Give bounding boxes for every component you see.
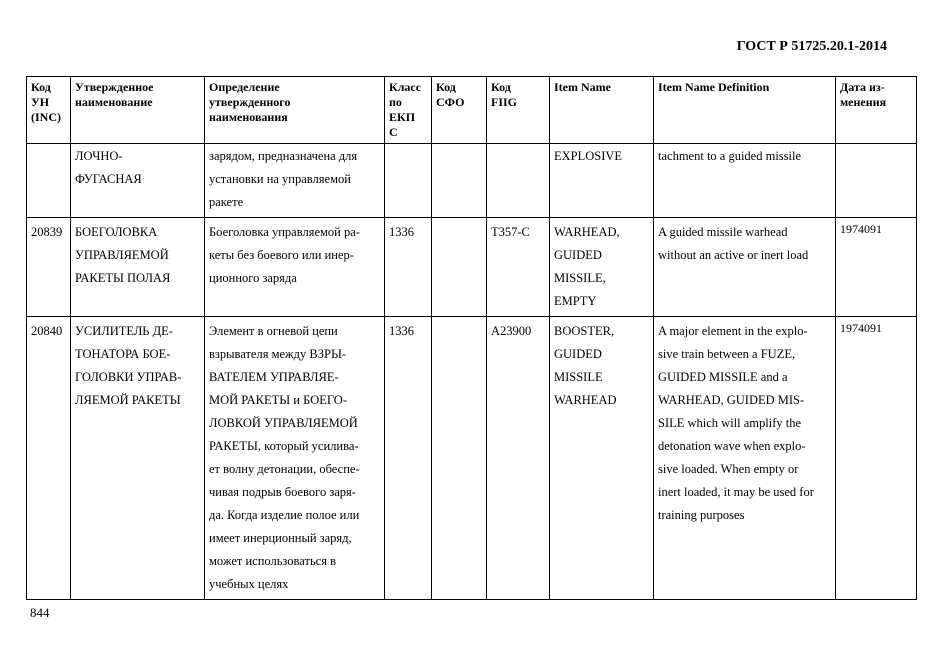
- column-header: [27, 77, 71, 144]
- cell-text-line: имеет инерционный заряд,: [209, 531, 352, 545]
- column-header: [205, 77, 385, 144]
- fiig-code-cell: [487, 144, 550, 218]
- fiig-code-cell: [487, 317, 550, 600]
- approved-name-cell: [71, 218, 205, 317]
- column-header-line: Утвержденное: [75, 80, 154, 94]
- column-header-line: ЕКП: [389, 110, 416, 124]
- column-header-line: Item Name Definition: [658, 80, 770, 94]
- cell-text-line: установки на управляемой: [209, 172, 351, 186]
- cell-text-line: A guided missile warhead: [658, 225, 788, 239]
- approved-name-cell: [71, 144, 205, 218]
- inc-code-cell: [27, 144, 71, 218]
- column-header-line: (INC): [31, 110, 61, 124]
- column-header-line: Код: [31, 80, 51, 94]
- cell-text-line: ционного заряда: [209, 271, 297, 285]
- cell-text-line: ракете: [209, 195, 244, 209]
- column-header: [654, 77, 836, 144]
- class-cell: [385, 144, 432, 218]
- cell-text-line: взрывателя между ВЗРЫ-: [209, 347, 347, 361]
- cell-text-line: sive loaded. When empty or: [658, 462, 799, 476]
- cell-text-line: РАКЕТЫ ПОЛАЯ: [75, 271, 171, 285]
- item-name-definition-cell: [654, 218, 836, 317]
- cell-text-line: SILE which will amplify the: [658, 416, 802, 430]
- page-number: 844: [30, 605, 50, 620]
- change-date-cell: [836, 317, 917, 600]
- cell-text-line: tachment to a guided missile: [658, 149, 802, 163]
- table-row: [27, 218, 917, 317]
- cell-text-line: GUIDED: [554, 347, 602, 361]
- cell-text-line: 1336: [389, 324, 414, 338]
- item-name-cell: [550, 317, 654, 600]
- cell-text-line: ФУГАСНАЯ: [75, 172, 142, 186]
- cell-text-line: учебных целях: [209, 577, 289, 591]
- column-header-line: УН: [31, 95, 50, 109]
- cell-text-line: ЛОВКОЙ УПРАВЛЯЕМОЙ: [209, 416, 358, 430]
- cell-text-line: EMPTY: [554, 294, 597, 308]
- definition-cell: [205, 144, 385, 218]
- sfo-code-cell: [432, 317, 487, 600]
- column-header: [836, 77, 917, 144]
- column-header-line: С: [389, 125, 398, 139]
- cell-text-line: Элемент в огневой цепи: [209, 324, 338, 338]
- cell-text-line: A23900: [491, 324, 532, 338]
- cell-text-line: WARHEAD, GUIDED MIS-: [658, 393, 805, 407]
- cell-text-line: ВАТЕЛЕМ УПРАВЛЯЕ-: [209, 370, 339, 384]
- column-header-line: наименование: [75, 95, 153, 109]
- cell-text-line: может использоваться в: [209, 554, 336, 568]
- cell-text-line: WARHEAD: [554, 393, 617, 407]
- item-name-cell: [550, 144, 654, 218]
- table-header-row: [27, 77, 917, 144]
- change-date-cell: [836, 144, 917, 218]
- cell-text-line: 20840: [31, 324, 63, 338]
- cell-text-line: 1974091: [840, 321, 882, 335]
- cell-text-line: БОЕГОЛОВКА: [75, 225, 158, 239]
- column-header-line: Определение: [209, 80, 280, 94]
- column-header-line: утвержденного: [209, 95, 291, 109]
- cell-text-line: ЛЯЕМОЙ РАКЕТЫ: [75, 393, 181, 407]
- cell-text-line: detonation wave when explo-: [658, 439, 806, 453]
- cell-text-line: зарядом, предназначена для: [209, 149, 358, 163]
- inc-code-cell: [27, 218, 71, 317]
- cell-text-line: MISSILE: [554, 370, 603, 384]
- cell-text-line: чивая подрыв боевого заря-: [209, 485, 356, 499]
- cell-text-line: inert loaded, it may be used for: [658, 485, 814, 499]
- definition-cell: [205, 218, 385, 317]
- cell-text-line: T357-C: [491, 225, 530, 239]
- cell-text-line: BOOSTER,: [554, 324, 615, 338]
- cell-text-line: WARHEAD,: [554, 225, 620, 239]
- column-header: [432, 77, 487, 144]
- column-header-line: Код: [436, 80, 456, 94]
- change-date-cell: [836, 218, 917, 317]
- cell-text-line: A major element in the explo-: [658, 324, 808, 338]
- cell-text-line: МОЙ РАКЕТЫ и БОЕГО-: [209, 393, 347, 407]
- inc-code-cell: [27, 317, 71, 600]
- fiig-code-cell: [487, 218, 550, 317]
- cell-text-line: GUIDED: [554, 248, 602, 262]
- document-code: ГОСТ Р 51725.20.1-2014: [736, 39, 887, 54]
- column-header-line: Класс: [389, 80, 422, 94]
- cell-text-line: ТОНАТОРА БОЕ-: [75, 347, 171, 361]
- cell-text-line: кеты без боевого или инер-: [209, 248, 354, 262]
- cell-text-line: РАКЕТЫ, который усилива-: [209, 439, 359, 453]
- definition-cell: [205, 317, 385, 600]
- sfo-code-cell: [432, 144, 487, 218]
- cell-text-line: training purposes: [658, 508, 745, 522]
- cell-text-line: GUIDED MISSILE and a: [658, 370, 788, 384]
- class-cell: [385, 317, 432, 600]
- cell-text-line: ЛОЧНО-: [75, 149, 123, 163]
- item-name-definition-cell: [654, 317, 836, 600]
- table-row: [27, 144, 917, 218]
- cell-text-line: ет волну детонации, обеспе-: [209, 462, 360, 476]
- cell-text-line: without an active or inert load: [658, 248, 809, 262]
- cell-text-line: 20839: [31, 225, 63, 239]
- column-header-line: СФО: [436, 95, 465, 109]
- cell-text-line: Боеголовка управляемой ра-: [209, 225, 360, 239]
- cell-text-line: MISSILE,: [554, 271, 606, 285]
- nomenclature-table: [26, 76, 917, 600]
- cell-text-line: да. Когда изделие полое или: [209, 508, 360, 522]
- cell-text-line: EXPLOSIVE: [554, 149, 623, 163]
- cell-text-line: ГОЛОВКИ УПРАВ-: [75, 370, 182, 384]
- column-header-line: Код: [491, 80, 511, 94]
- column-header-line: менения: [840, 95, 887, 109]
- table-row: [27, 317, 917, 600]
- cell-text-line: sive train between a FUZE,: [658, 347, 796, 361]
- column-header: [385, 77, 432, 144]
- cell-text-line: 1336: [389, 225, 414, 239]
- approved-name-cell: [71, 317, 205, 600]
- cell-text-line: 1974091: [840, 222, 882, 236]
- column-header: [487, 77, 550, 144]
- column-header-line: Item Name: [554, 80, 611, 94]
- column-header-line: FIIG: [491, 95, 518, 109]
- column-header-line: наименования: [209, 110, 288, 124]
- column-header: [71, 77, 205, 144]
- item-name-cell: [550, 218, 654, 317]
- sfo-code-cell: [432, 218, 487, 317]
- column-header: [550, 77, 654, 144]
- class-cell: [385, 218, 432, 317]
- cell-text-line: УСИЛИТЕЛЬ ДЕ-: [75, 324, 173, 338]
- column-header-line: по: [389, 95, 402, 109]
- item-name-definition-cell: [654, 144, 836, 218]
- cell-text-line: УПРАВЛЯЕМОЙ: [75, 248, 169, 262]
- column-header-line: Дата из-: [840, 80, 885, 94]
